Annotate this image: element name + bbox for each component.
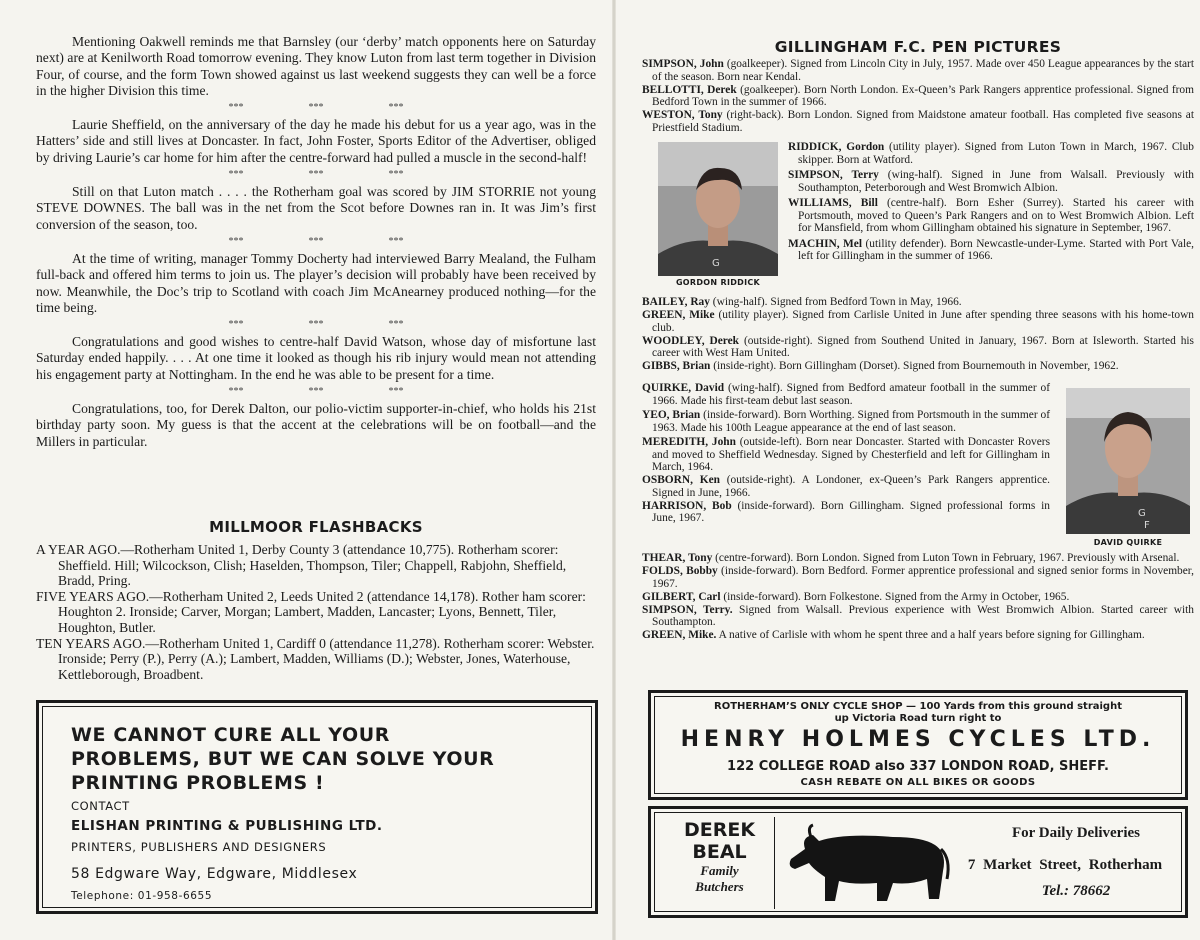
butcher-name: DEREK — [683, 819, 756, 841]
paragraph: Congratulations and good wishes to centre-half David Watson, whose day of misfortune last Saturday ended happily. . . . At one time it looked as though his rib injury would mean not attending his engagement party at Nottingham. In the end he was able to be present for a time. — [36, 334, 596, 382]
butcher-name-block — [665, 817, 775, 909]
player-entry: MEREDITH, John (outside-left). Born near Doncaster. Started with Doncaster Rovers and moved to Sheffield Wednesday. Signed by Chesterfield and left for Gillingham in March, 1964. — [642, 436, 1050, 473]
flashbacks-section — [36, 518, 596, 682]
player-entry: QUIRKE, David (wing-half). Signed from Bedford amateur football in the summer of 1966. Made his first-team debut last season. — [642, 382, 1051, 407]
player-entry: YEO, Brian (inside-forward). Born Worthing. Signed from Portsmouth in the summer of 1963. Made his 100th League appearance at the end of last season. — [642, 409, 1050, 434]
ad-deliveries: For Daily Deliveries — [1011, 825, 1141, 841]
butcher-advert — [648, 806, 1188, 918]
paragraph: Laurie Sheffield, on the anniversary of the day he made his debut for us a year ago, was in the Hatters’ side and still lives at Doncaster. In fact, John Foster, Sports Editor of the Advertiser, obliged by driving Laurie’s car home for him after the centre-forward had pulled a muscle in the second-half! — [36, 117, 596, 165]
player-entry: SIMPSON, Terry (wing-half). Signed in June from Walsall. Previously with Southampton, Peterborough and West Bromwich Albion. — [788, 169, 1194, 194]
pen-pictures-photo2 — [642, 382, 1050, 525]
paragraph: At the time of writing, manager Tommy Docherty had interviewed Barry Mealand, the Fulham full-back and offered him terms to join us. The player’s decision will probably have been received by now. Meanwhile, the Doc’s trip to Scotland with coach Jim McAnearney produced nothing—for the time being. — [36, 250, 596, 315]
paragraph: Still on that Luton match . . . . the Rotherham goal was scored by JIM STORRIE not young STEVE DOWNES. The ball was in the net from the Scot before Downes ran in. It was Jim’s first conversion of the season, too. — [36, 184, 596, 232]
player-entry: GREEN, Mike (utility player). Signed from Carlisle United in June after spending three seasons with his home-town club. — [642, 309, 1194, 334]
player-entry: THEAR, Tony (centre-forward). Born London. Signed from Luton Town in February, 1967. Previously with Arsenal. — [642, 552, 1180, 564]
ad-telephone: Telephone: 01-958-6655 — [71, 890, 213, 902]
player-entry: MACHIN, Mel (utility defender). Born Newcastle-under-Lyme. Started with Port Vale, left for Gillingham in the summer of 1966. — [788, 237, 1195, 262]
player-entry: GIBBS, Brian (inside-right). Born Gillingham (Dorset). Signed from Bournemouth in November, 1962. — [642, 360, 1119, 372]
player-entry: OSBORN, Ken (outside-right). A Londoner, ex-Queen’s Park Rangers apprentice. Signed in June, 1966. — [642, 474, 1050, 499]
ad-trades: PRINTERS, PUBLISHERS AND DESIGNERS — [71, 840, 327, 854]
player-entry: WOODLEY, Derek (outside-right). Signed from Southend United in January, 1967. Born at Isleworth. Started his career with West Ham United. — [642, 334, 1194, 359]
flashback-entry: TEN YEARS AGO.—Rotherham United 1, Cardiff 0 (attendance 11,278). Rotherham scorer: Webster. Ironside; Perry (P.), Perry (A.); Lambert, Madden, Williams (D.); Webster, Jones, Waterhouse, Kettleborough, Broadbent. — [36, 635, 595, 682]
ad-headline: PROBLEMS, BUT WE CAN SOLVE YOUR — [71, 748, 495, 770]
printing-advert — [36, 700, 598, 914]
ad-rebate: CASH REBATE ON ALL BIKES OR GOODS — [800, 777, 1036, 788]
flashback-entry: A YEAR AGO.—Rotherham United 1, Derby County 3 (attendance 10,775). Rotherham scorer: Sheffield. Hill; Wilcockson, Clish; Haselden, Thompson, Tiler; Chappell, Rabjohn, Sheffield, Bradd, Pring. — [36, 542, 567, 589]
ad-address: 58 Edgware Way, Edgware, Middlesex — [71, 866, 358, 882]
separator: *** *** *** — [228, 235, 404, 247]
photo-caption: GORDON RIDDICK — [675, 278, 761, 287]
butcher-sub: Family — [700, 863, 739, 878]
ad-headline: WE CANNOT CURE ALL YOUR — [71, 724, 390, 746]
player-entry: HARRISON, Bob (inside-forward). Born Gillingham. Signed professional forms in June, 1967. — [642, 499, 1051, 524]
separator: *** *** *** — [228, 102, 404, 114]
ad-company-name: ELISHAN PRINTING & PUBLISHING LTD. — [71, 818, 383, 834]
svg-text:F: F — [1144, 520, 1150, 531]
bull-icon — [783, 819, 953, 907]
ad-address: 7 Market Street, Rotherham — [967, 857, 1163, 873]
photo-caption: DAVID QUIRKE — [1093, 538, 1163, 547]
player-entry: BELLOTTI, Derek (goalkeeper). Born North London. Ex-Queen’s Park Rangers apprentice professional. Signed from Bedford Town in the summer of 1966. — [642, 83, 1194, 108]
paragraph: Mentioning Oakwell reminds me that Barnsley (our ‘derby’ match opponents here on Saturday next) are at Kenilworth Road tomorrow evening. They know Luton from last term together in Division Four, of course, and the form Town showed against us last weekend suggests they can well be a force in the higher Division this time. — [36, 34, 596, 98]
pen-pictures-photo1 — [788, 141, 1194, 263]
ad-address: 122 COLLEGE ROAD also 337 LONDON ROAD, SHEFF. — [727, 759, 1109, 774]
player-entry: GILBERT, Carl (inside-forward). Born Folkestone. Signed from the Army in October, 1965. — [642, 590, 1070, 603]
player-entry: FOLDS, Bobby (inside-forward). Born Bedford. Former apprentice professional and signed senior forms in November, 1967. — [642, 565, 1194, 590]
pen-pictures-middle — [642, 296, 1194, 373]
player-entry: SIMPSON, Terry. Signed from Walsall. Previous experience with West Bromwich Albion. Started career with Southampton. — [642, 603, 1194, 628]
ad-telephone: Tel.: 78662 — [1041, 883, 1111, 899]
player-entry: RIDDICK, Gordon (utility player). Signed from Luton Town in March, 1967. Club skipper. Born at Watford. — [788, 141, 1194, 166]
butcher-sub: Butchers — [695, 879, 744, 894]
flashbacks-title: MILLMOOR FLASHBACKS — [209, 518, 423, 536]
player-entry: BAILEY, Ray (wing-half). Signed from Bedford Town in May, 1966. — [642, 296, 962, 308]
ad-banner: ROTHERHAM’S ONLY CYCLE SHOP — 100 Yards from this ground straight up Victoria Road turn right to — [714, 701, 1122, 724]
butcher-name: BEAL — [692, 841, 747, 863]
player-entry: GREEN, Mike. A native of Carlisle with whom he spent three and a half years before signing for Gillingham. — [642, 629, 1145, 641]
separator: *** *** *** — [228, 319, 404, 331]
player-photo-quirke — [1066, 388, 1190, 534]
player-entry: SIMPSON, John (goalkeeper). Signed from Lincoln City in July, 1957. Made over 450 League appearances by the start of the season. Born near Kendal. — [642, 58, 1194, 83]
svg-text:G: G — [712, 258, 720, 269]
pen-pictures-top — [642, 58, 1194, 135]
flashback-entry: FIVE YEARS AGO.—Rotherham United 2, Leeds United 2 (attendance 14,178). Rother ham scorer: Houghton 2. Ironside; Carver, Morgan; Lambert, Madden, Lancaster; Lyons, Bennett, Tiler, Houghton, Butler. — [36, 588, 586, 635]
ad-contact-label: CONTACT — [71, 799, 130, 813]
paragraph: Congratulations, too, for Derek Dalton, our polio-victim supporter-in-chief, who holds his 21st birthday party soon. My guess is that the accent at the celebrations will be on football—and the Millers in particular. — [36, 401, 596, 449]
notes-column — [36, 34, 596, 452]
separator: *** *** *** — [228, 169, 404, 181]
svg-text:G: G — [1138, 508, 1146, 519]
page-title: GILLINGHAM F.C. PEN PICTURES — [774, 38, 1062, 56]
player-photo-riddick — [658, 142, 778, 276]
ad-headline: PRINTING PROBLEMS ! — [71, 772, 325, 794]
player-entry: WILLIAMS, Bill (centre-half). Born Esher (Surrey). Started his career with Portsmouth, moved to Queen’s Park Rangers and on to West Bromwich Albion. Left for Mansfield, from whom Gillingham obtained his signature in September, 1967. — [788, 197, 1194, 234]
ad-shop-name: HENRY HOLMES CYCLES LTD. — [680, 727, 1156, 752]
pen-pictures-bottom — [642, 552, 1194, 642]
right-page — [614, 0, 1200, 940]
cycle-shop-advert — [648, 690, 1188, 800]
player-entry: WESTON, Tony (right-back). Born London. Signed from Maidstone amateur football. Has completed five seasons at Priestfield Stadium. — [642, 109, 1194, 134]
separator: *** *** *** — [228, 386, 404, 398]
